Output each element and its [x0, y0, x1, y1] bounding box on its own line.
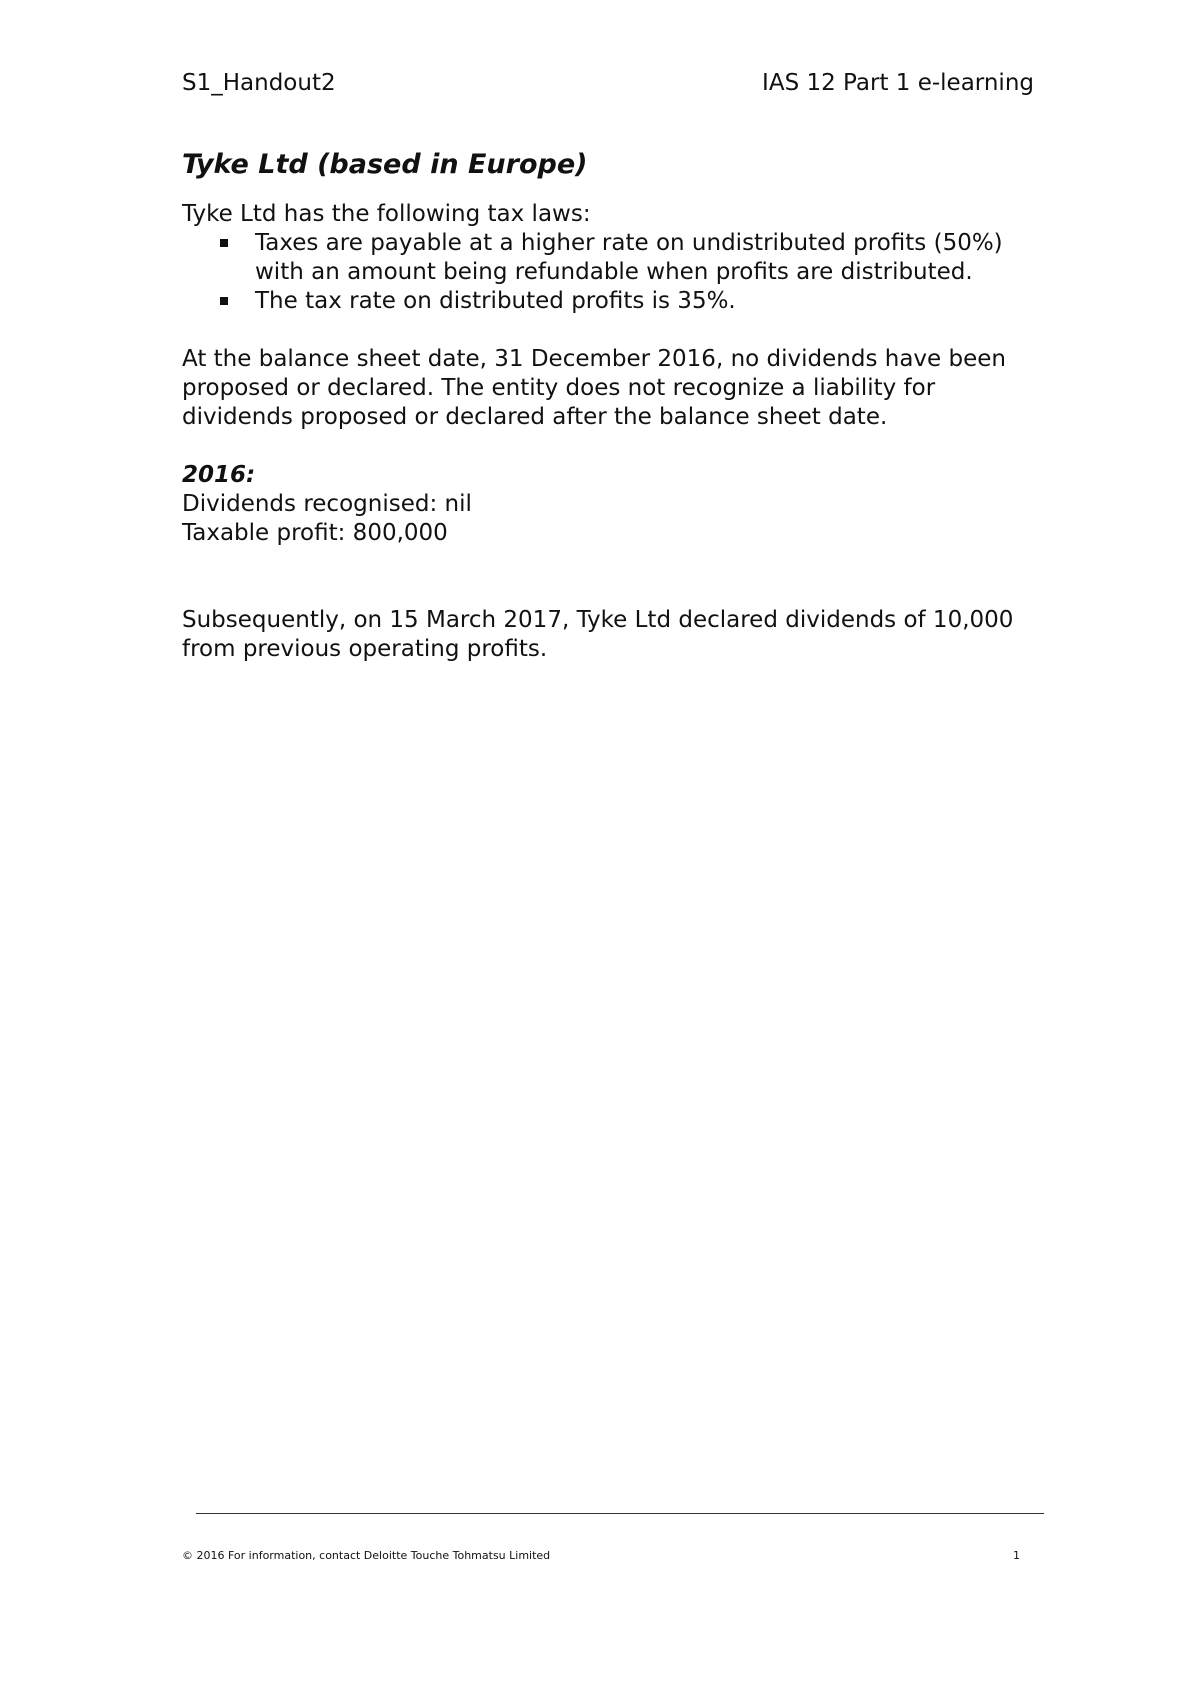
year-heading: 2016:: [182, 462, 256, 488]
balance-sheet-paragraph: At the balance sheet date, 31 December 2016, no dividends have been proposed or declared. The entity does not recognize a liability for dividends proposed or declared after the balance sheet date.: [182, 346, 1006, 430]
list-item-text: The tax rate on distributed profits is 35%.: [255, 288, 736, 314]
square-bullet-icon: [220, 297, 228, 305]
list-item-text: Taxes are payable at a higher rate on undistributed profits (50%) with an amount being refundable when profits are distributed.: [255, 230, 1003, 285]
document-body: [182, 148, 1042, 664]
spacer: [182, 548, 1042, 606]
subsequent-paragraph: Subsequently, on 15 March 2017, Tyke Ltd declared dividends of 10,000 from previous operating profits.: [182, 607, 1014, 662]
page-footer: [182, 1549, 1020, 1563]
header-doc-id: S1_Handout2: [182, 70, 336, 96]
list-item: [255, 229, 1042, 287]
spacer: [182, 432, 1042, 461]
intro-paragraph: Tyke Ltd has the following tax laws:: [182, 201, 591, 227]
tax-law-list: [182, 229, 1042, 316]
document-title: Tyke Ltd (based in Europe): [182, 149, 588, 180]
taxable-profit-line: Taxable profit: 800,000: [182, 520, 448, 546]
header-course-title: IAS 12 Part 1 e-learning: [762, 70, 1034, 96]
square-bullet-icon: [220, 239, 228, 247]
footer-copyright: © 2016 For information, contact Deloitte Touche Tohmatsu Limited: [182, 1549, 551, 1562]
dividends-line: Dividends recognised: nil: [182, 491, 472, 517]
page-header: [182, 68, 1034, 98]
footer-page-number: 1: [1013, 1549, 1020, 1562]
list-item: [255, 287, 1042, 316]
spacer: [182, 316, 1042, 345]
footer-divider: [196, 1513, 1044, 1514]
